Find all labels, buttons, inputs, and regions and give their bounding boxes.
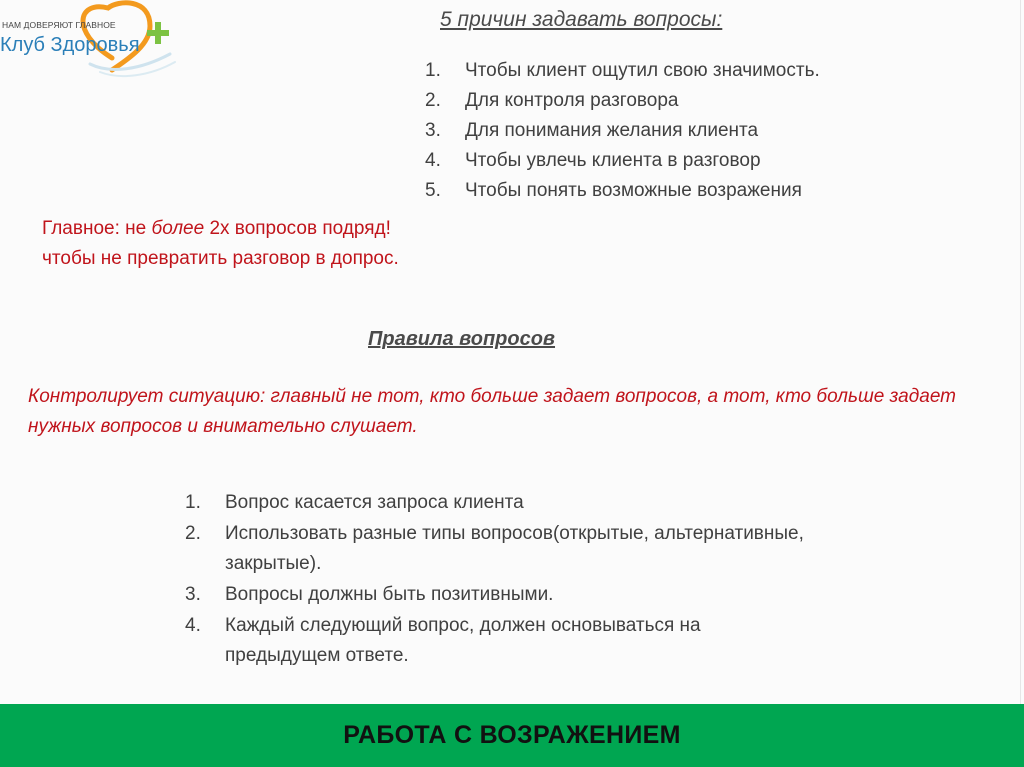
item-number: 4. [185,615,201,636]
reasons-list [425,56,820,206]
note-emphasis: более [151,218,205,239]
note-line-1: Главное: не более 2х вопросов подряд! [42,218,391,239]
footer-title: РАБОТА С ВОЗРАЖЕНИЕМ [343,721,681,749]
note-line-2: чтобы не превратить разговор в допрос. [42,248,399,269]
list-item [185,611,805,671]
rules-title: Правила вопросов [368,328,556,350]
list-item [425,116,820,146]
item-text: Вопрос касается запроса клиента [225,492,524,513]
reasons-title: 5 причин задавать вопросы: [440,8,723,31]
rules-list [185,488,805,672]
main-note [42,214,399,274]
logo-tagline: НАМ ДОВЕРЯЮТ ГЛАВНОЕ [2,20,116,30]
item-text: Для понимания желания клиента [465,120,759,141]
list-item [425,176,820,206]
item-number: 1. [425,60,441,81]
logo [0,0,230,82]
item-number: 1. [185,492,201,513]
item-text: Вопросы должны быть позитивными. [225,584,554,605]
item-number: 5. [425,180,441,201]
item-text: Использовать разные типы вопросов(открытые, альтернативные, закрытые). [225,523,804,574]
list-item [425,56,820,86]
item-number: 2. [425,90,441,111]
list-item [185,519,805,579]
list-item [185,488,805,518]
item-text: Чтобы клиент ощутил свою значимость. [465,60,820,81]
item-text: Чтобы увлечь клиента в разговор [465,150,761,171]
item-text: Чтобы понять возможные возражения [465,180,802,201]
list-item [425,86,820,116]
list-item [185,580,805,610]
item-number: 3. [425,120,441,141]
item-number: 3. [185,584,201,605]
logo-name: Клуб Здоровья [0,34,140,56]
item-text: Каждый следующий вопрос, должен основываться на предыдущем ответе. [225,615,701,666]
item-number: 2. [185,523,201,544]
item-text: Для контроля разговора [465,90,679,111]
list-item [425,146,820,176]
footer-banner [0,704,1024,767]
control-statement: Контролирует ситуацию: главный не тот, кто больше задает вопросов, а тот, кто больше задает нужных вопросов и внимательно слушает. [28,386,956,437]
item-number: 4. [425,150,441,171]
